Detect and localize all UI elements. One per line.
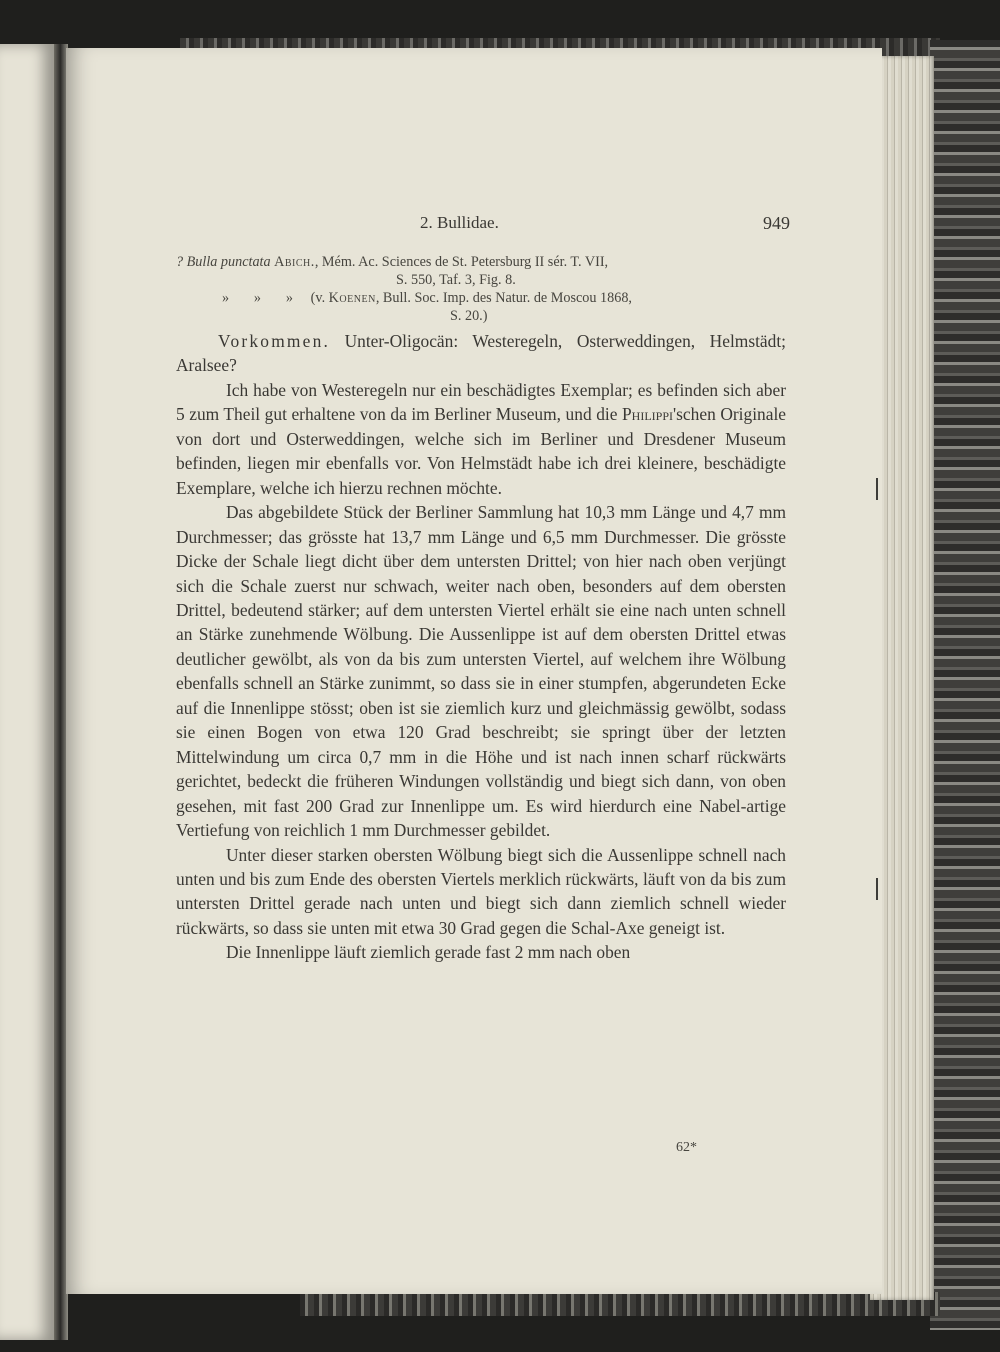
citation-author: Koenen xyxy=(328,290,376,306)
paragraph: Unter dieser starken obersten Wölbung biegt sich die Aussenlippe schnell nach unten und bis zum Ende des obersten Viertels merklich rückwärts, läuft von da bis zum untersten Drittel gerade nach unten und biegt sich dann ziemlich schnell wieder rückwärts, so dass sie unten mit etwa 30 Grad gegen die Schal-Axe geneigt ist. xyxy=(176,844,786,938)
species-name: ? Bulla punctata xyxy=(176,254,271,270)
paragraph: Das abgebildete Stück der Berliner Sammlung hat 10,3 mm Länge und 4,7 mm Durchmesser; das grösste hat 13,7 mm Länge und 6,5 mm Durchmesser. Die grösste Dicke der Schale liegt dicht über dem untersten Drittel; von hier nach oben verjüngt sich die Schale zuerst nur schwach, weiter nach oben, besonders auf dem obersten Drittel, bedeutend stärker; auf dem untersten Viertel erhält sie eine nach unten schnell an Stärke zunehmende Wölbung. Die Aussenlippe ist auf dem obersten Drittel etwas deutlicher gewölbt, als von da bis zum untersten Viertel, auf welchem ihre Wölbung ebenfalls schnell an Stärke zunimmt, so dass sie in einer stumpfen, abgerundeten Ecke auf die Innenlippe stösst; oben ist sie ziemlich kurz und gleichmässig gewölbt, sodass sie einen Bogen von etwa 120 Grad beschreibt; sie springt über der letzten Mittelwindung um circa 0,7 mm in die Höhe und ist nach innen scharf rückwärts gerichtet, bedeckt die früheren Windungen vollständig und biegt sich dann, von oben gesehen, mit fast 200 Grad zur Innenlippe um. Es wird hierdurch eine Nabel-artige Vertiefung von reichlich 1 mm Durchmesser gebildet. xyxy=(176,502,786,841)
citation-author: Abich. xyxy=(274,254,315,270)
book-page xyxy=(66,48,882,1294)
citation-text: , Mém. Ac. Sciences de St. Petersburg II sér. T. VII, xyxy=(314,254,609,270)
running-head xyxy=(176,213,790,237)
citation-continuation: S. 20.) xyxy=(450,308,488,324)
margin-mark xyxy=(876,478,878,500)
paragraph-text: Ich habe von Westeregeln nur ein beschädigtes Exemplar; es befinden sich aber 5 zum Theil gut erhaltene von da im Berliner Museum, und die xyxy=(176,379,786,425)
occurrence-label: Vorkommen. xyxy=(218,331,331,351)
running-head-title: 2. Bullidae. xyxy=(420,213,499,232)
citation-line xyxy=(222,290,786,307)
page-number: 949 xyxy=(763,213,790,233)
citation-text: , Bull. Soc. Imp. des Natur. de Moscou 1868, xyxy=(375,290,632,306)
author-name: Philippi xyxy=(622,404,674,425)
citation-prefix: (v. xyxy=(310,290,329,306)
body-text xyxy=(176,329,786,965)
paragraph-text: 'schen Originale von dort und Osterweddingen, welche sich im Berliner und Dresdener Museum befinden, liegen mir ebenfalls vor. Von Helmstädt habe ich drei kleinere, beschädigte Exemplare, welche ich hierzu rechnen möchte. xyxy=(176,404,786,498)
left-page-edge xyxy=(0,44,54,1340)
citation-line xyxy=(176,254,786,271)
book-cover-right-edge xyxy=(930,40,1000,1330)
signature-mark: 62* xyxy=(676,1140,697,1155)
margin-mark xyxy=(876,878,878,900)
book-cover-bottom-edge xyxy=(300,1292,940,1316)
paragraph-occurrence xyxy=(176,329,786,378)
paragraph: Die Innenlippe läuft ziemlich gerade fast 2 mm nach oben xyxy=(226,942,631,963)
occurrence-text: Unter-Oligocän: Westeregeln, Osterweddingen, Helmstädt; Aralsee? xyxy=(176,331,786,376)
ditto-marks: » » » xyxy=(222,290,293,306)
citation-continuation: S. 550, Taf. 3, Fig. 8. xyxy=(396,272,516,288)
paragraph xyxy=(176,378,786,500)
